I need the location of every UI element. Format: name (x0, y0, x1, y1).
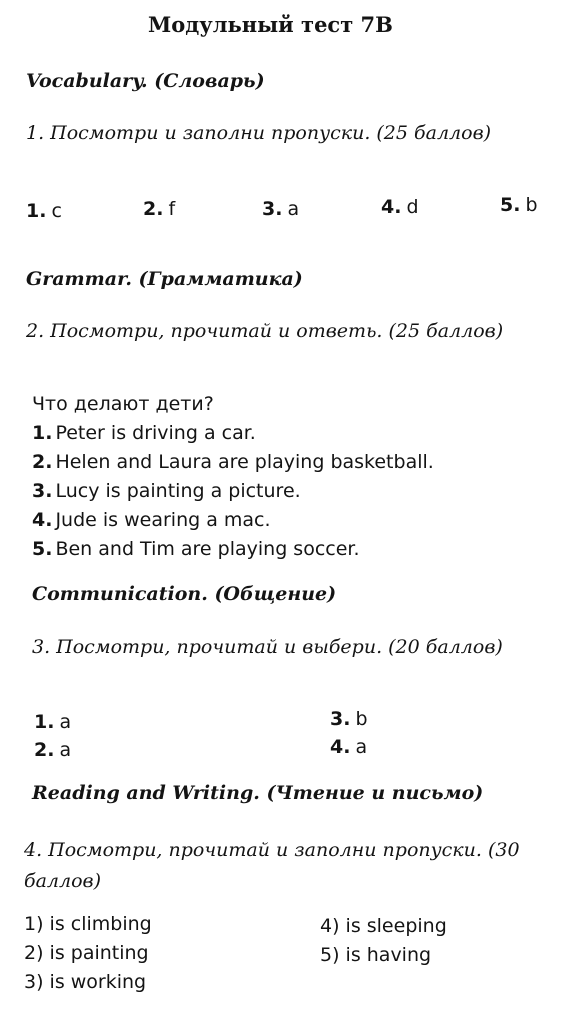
answer-value: b (525, 194, 538, 216)
answer-value: d (406, 196, 419, 218)
answer-number: 3. (32, 480, 53, 502)
answer-number: 4. (32, 509, 53, 531)
answer-value: b (355, 708, 368, 730)
answer-value: f (168, 198, 176, 220)
page-title: Модульный тест 7В (148, 12, 393, 37)
answer-text: Jude is wearing a mac. (55, 509, 271, 531)
reading-answer-2: 2) is painting (24, 942, 149, 964)
reading-answer-1: 1) is climbing (24, 913, 152, 935)
answer-number: 3. (262, 198, 283, 220)
answer-number: 1. (34, 711, 55, 733)
answer-number: 4. (381, 196, 402, 218)
reading-answer-5: 5) is having (320, 944, 432, 966)
vocabulary-instruction: 1. Посмотри и заполни пропуски. (25 баллов) (26, 122, 492, 144)
reading-answer-3: 3) is working (24, 971, 147, 993)
answer-value: a (355, 736, 368, 758)
answer-number: 5. (500, 194, 521, 216)
answer-value: a (59, 711, 72, 733)
vocabulary-heading: Vocabulary. (Словарь) (26, 70, 265, 92)
answer-text: Ben and Tim are playing soccer. (55, 538, 360, 560)
reading-heading: Reading and Writing. (Чтение и письмо) (32, 782, 484, 804)
reading-answer-4: 4) is sleeping (320, 915, 447, 937)
communication-instruction: 3. Посмотри, прочитай и выбери. (20 баллов) (32, 636, 503, 658)
grammar-answer-1 (32, 422, 256, 444)
vocabulary-answer-1 (26, 200, 62, 222)
answer-value: c (51, 200, 62, 222)
reading-instruction: 4. Посмотри, прочитай и заполни пропуски. (30 баллов) (24, 839, 520, 892)
vocabulary-answer-4 (381, 196, 419, 218)
communication-heading: Communication. (Общение) (32, 583, 337, 605)
grammar-answer-5 (32, 538, 360, 560)
answer-text: Helen and Laura are playing basketball. (55, 451, 434, 473)
grammar-answer-2 (32, 451, 434, 473)
answer-number: 2. (34, 739, 55, 761)
answer-number: 3. (330, 708, 351, 730)
grammar-instruction: 2. Посмотри, прочитай и ответь. (25 баллов) (26, 320, 504, 342)
communication-answer-4 (330, 736, 367, 758)
answer-value: a (287, 198, 300, 220)
grammar-question: Что делают дети? (32, 393, 214, 415)
communication-answer-2 (34, 739, 71, 761)
vocabulary-answer-3 (262, 198, 299, 220)
answer-number: 4. (330, 736, 351, 758)
answer-number: 2. (143, 198, 164, 220)
grammar-answer-3 (32, 480, 301, 502)
answer-text: Peter is driving a car. (55, 422, 256, 444)
grammar-answer-4 (32, 509, 271, 531)
communication-answer-1 (34, 711, 71, 733)
vocabulary-answer-2 (143, 198, 175, 220)
answer-text: Lucy is painting a picture. (55, 480, 301, 502)
grammar-heading: Grammar. (Грамматика) (26, 268, 303, 290)
answer-number: 2. (32, 451, 53, 473)
answer-number: 1. (32, 422, 53, 444)
answer-number: 1. (26, 200, 47, 222)
vocabulary-answer-5 (500, 194, 538, 216)
communication-answer-3 (330, 708, 368, 730)
answer-value: a (59, 739, 72, 761)
answer-number: 5. (32, 538, 53, 560)
